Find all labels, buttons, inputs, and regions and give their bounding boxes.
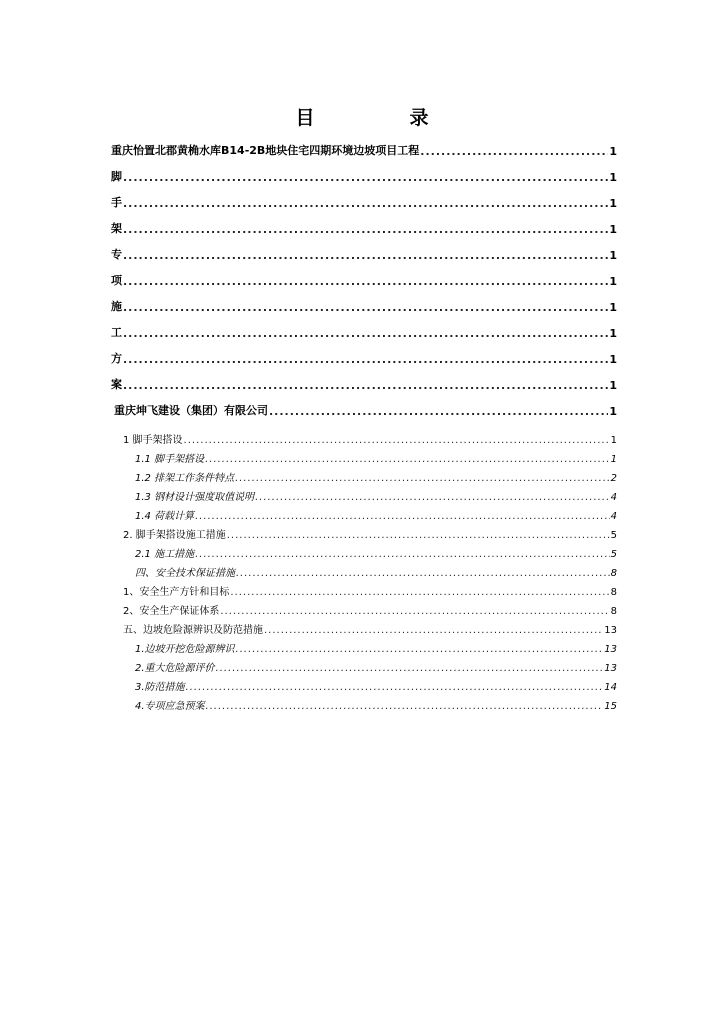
toc-leader-dots [123,327,608,340]
toc-entry[interactable] [123,599,617,617]
toc-leader-dots [220,606,609,617]
toc-entry-label: 1、安全生产方针和目标 [123,587,230,598]
toc-entry[interactable] [135,542,617,560]
toc-entry-page: 1 [609,249,617,262]
toc-entry-label: 4.专项应急预案 [135,701,205,712]
toc-entry[interactable] [114,400,617,418]
toc-entry-label: 手 [111,196,122,209]
toc-entry-page: 13 [604,644,617,655]
toc-leader-dots [216,663,604,674]
toc-entry[interactable] [135,675,617,693]
toc-entry-page: 13 [604,663,617,674]
toc-entry-label: 重庆坤飞建设（集团）有限公司 [114,404,268,417]
toc-leader-dots [195,511,610,522]
toc-entry[interactable] [135,637,617,655]
toc-entry-page: 1 [609,275,617,288]
toc-entry-page: 8 [610,587,617,598]
toc-entry-label: 架 [111,222,122,235]
toc-entry-page: 8 [610,568,617,579]
toc-entry[interactable] [111,218,617,236]
toc-leader-dots [123,249,608,262]
toc-entry-page: 1 [609,145,617,158]
toc-entry-page: 1 [609,353,617,366]
toc-leader-dots [420,145,608,158]
toc-entry[interactable] [135,656,617,674]
toc-leader-dots [123,379,608,392]
toc-leader-dots [184,435,610,446]
toc-leader-dots [236,568,610,579]
toc-entry-label: 四、安全技术保证措施 [135,568,235,579]
toc-title: 目 录 [295,107,467,129]
toc-entry-page: 1 [610,454,617,465]
toc-leader-dots [123,171,608,184]
toc-leader-dots [230,587,609,598]
toc-leader-dots [123,197,608,210]
toc-entry[interactable] [123,618,617,636]
toc-entry-label: 项 [111,274,122,287]
toc-entry-label: 方 [111,352,122,365]
toc-leader-dots [206,701,604,712]
toc-entry-page: 8 [610,606,617,617]
toc-leader-dots [269,405,608,418]
toc-entry[interactable] [135,561,617,579]
toc-entry-label: 施 [111,300,122,313]
toc-entry-label: 重庆怡置北郡黄桷水库B14-2B地块住宅四期环境边坡项目工程 [111,144,420,157]
toc-entry[interactable] [135,447,617,465]
toc-leader-dots [255,492,610,503]
toc-entry-page: 5 [610,530,617,541]
toc-entry-page: 5 [610,549,617,560]
toc-leader-dots [123,275,608,288]
toc-entry[interactable] [135,485,617,503]
toc-entry-label: 2.1 施工措施 [135,549,195,560]
toc-entry[interactable] [111,348,617,366]
toc-entry-page: 1 [610,435,617,446]
toc-entry[interactable] [123,580,617,598]
toc-entry-label: 脚 [111,170,122,183]
toc-entry-label: 1 脚手架搭设 [123,435,183,446]
toc-entry[interactable] [111,322,617,340]
toc-entry[interactable] [111,192,617,210]
toc-leader-dots [236,644,604,655]
toc-entry[interactable] [111,166,617,184]
toc-entry[interactable] [135,504,617,522]
toc-entry-page: 1 [609,223,617,236]
toc-leader-dots [186,682,604,693]
toc-entry[interactable] [135,694,617,712]
toc-entry-label: 1.1 脚手架搭设 [135,454,205,465]
toc-entry[interactable] [111,374,617,392]
toc-entry-page: 15 [604,701,617,712]
toc-entry-page: 1 [609,379,617,392]
toc-entry-page: 1 [609,327,617,340]
toc-leader-dots [123,301,608,314]
toc-entry-label: 1.3 钢材设计强度取值说明 [135,492,255,503]
toc-entry-label: 工 [111,326,122,339]
toc-leader-dots [205,454,610,465]
toc-entry[interactable] [123,523,617,541]
toc-entry-label: 3.防范措施 [135,682,185,693]
toc-leader-dots [123,353,608,366]
toc-entry-page: 13 [604,625,617,636]
toc-entry-label: 1.2 排架工作条件特点 [135,473,235,484]
toc-entry-label: 1.边坡开挖危险源辨识 [135,644,235,655]
toc-entry-page: 2 [610,473,617,484]
toc-leader-dots [227,530,610,541]
toc-entry-page: 4 [610,492,617,503]
toc-entry[interactable] [135,466,617,484]
toc-entry-page: 1 [609,197,617,210]
toc-entry-label: 2.重大危险源评价 [135,663,215,674]
toc-leader-dots [123,223,608,236]
toc-entry-label: 2、安全生产保证体系 [123,606,220,617]
toc-entry-label: 专 [111,248,122,261]
toc-entry[interactable] [111,270,617,288]
toc-entry-label: 五、边坡危险源辨识及防范措施 [123,625,263,636]
toc-entry-page: 1 [609,301,617,314]
toc-leader-dots [264,625,603,636]
toc-entry-label: 1.4 荷载计算 [135,511,195,522]
toc-leader-dots [195,549,610,560]
toc-entry[interactable] [111,244,617,262]
toc-leader-dots [235,473,610,484]
toc-entry-page: 14 [604,682,617,693]
toc-entry-label: 2. 脚手架搭设施工措施 [123,530,226,541]
toc-entry[interactable] [111,140,617,158]
toc-entry-page: 1 [609,171,617,184]
toc-entry-page: 1 [609,405,617,418]
toc-entry-page: 4 [610,511,617,522]
toc-entry[interactable] [111,296,617,314]
toc-entry[interactable] [123,428,617,446]
toc-entry-label: 案 [111,378,122,391]
